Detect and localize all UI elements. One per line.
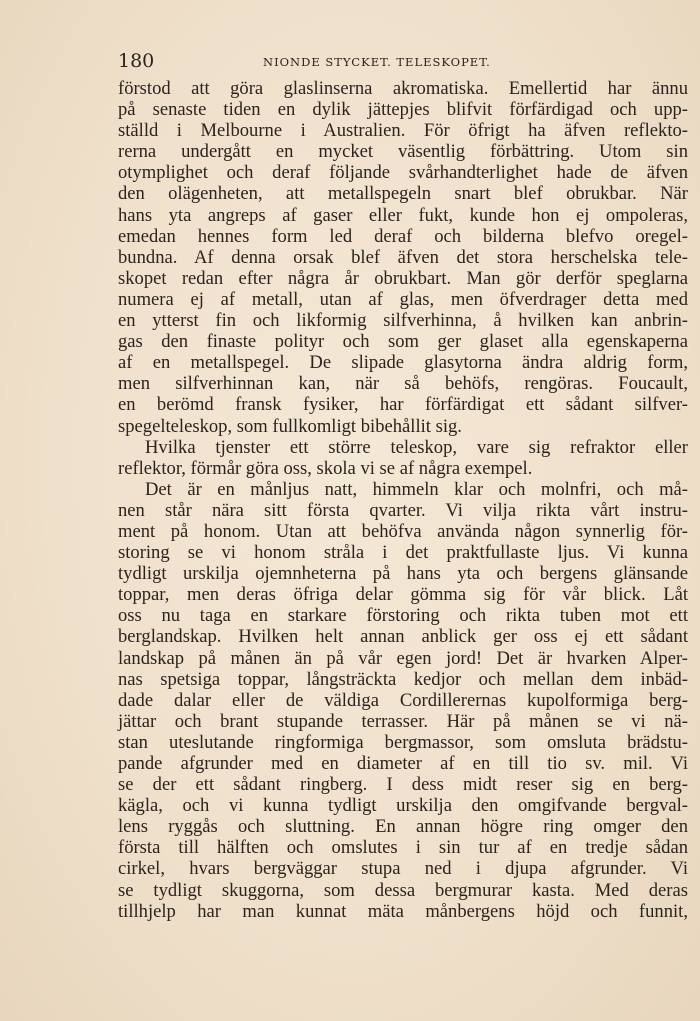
text-line: men silfverhinnan kan, när så behöfs, rengöras. Foucault, [118, 373, 688, 395]
text-line: Det är en månljus natt, himmeln klar och molnfri, och må- [145, 478, 688, 500]
text-line: nas spetsiga toppar, långsträckta kedjor och mellan dem inbäd- [118, 668, 688, 690]
text-line: gas den finaste polityr och som ger glaset alla egenskaperna [118, 331, 688, 353]
text-line: nen står nära sitt första qvarter. Vi vilja rikta vårt instru- [118, 499, 688, 521]
text-line: den olägenheten, att metallspegeln snart blef obrukbar. När [118, 183, 688, 205]
running-head: NIONDE STYCKET. TELESKOPET. [263, 55, 491, 69]
text-line: toppar, men deras öfriga delar gömma sig för vår blick. Låt [118, 584, 688, 606]
text-line: på senaste tiden en dylik jättepjes blifvit förfärdigad och upp- [118, 99, 688, 121]
body-text [118, 78, 688, 922]
text-line: hans yta angreps af gaser eller fukt, kunde hon ej ompoleras, [118, 204, 688, 226]
text-line: oss nu taga en starkare förstoring och rikta tuben mot ett [118, 605, 688, 627]
text-line: reflektor, förmår göra oss, skola vi se af några exempel. [118, 457, 533, 479]
text-line: ment på honom. Utan att behöfva använda någon synnerlig för- [118, 520, 688, 542]
text-line: otymplighet och deraf följande svårhandterlighet hade de äfven [118, 162, 688, 184]
text-line: af en metallspegel. De slipade glasytorna ändra aldrig form, [118, 352, 688, 374]
text-line: storing se vi honom stråla i det praktfullaste ljus. Vi kunna [118, 542, 688, 564]
text-line: se der ett sådant ringberg. I dess midt reser sig en berg- [118, 774, 688, 796]
text-line: lens ryggås och sluttning. En annan högre ring omger den [118, 816, 688, 838]
text-line: pande afgrunder med en diameter af en till tio sv. mil. Vi [118, 753, 688, 774]
text-line: ställd i Melbourne i Australien. För öfrigt ha äfven reflekto- [118, 120, 688, 142]
text-line: skopet redan efter några år obrukbart. Man gör derför speglarna [118, 267, 688, 289]
text-line: förstod att göra glaslinserna akromatiska. Emellertid har ännu [118, 78, 688, 99]
text-line: Hvilka tjenster ett större teleskop, vare sig refraktor eller [145, 436, 688, 458]
text-line: dade dalar eller de väldiga Cordillerernas kupolformiga berg- [118, 689, 688, 711]
text-line: tillhjelp har man kunnat mäta månbergens höjd och funnit, [118, 900, 688, 922]
text-line: se tydligt skuggorna, som dessa bergmurar kasta. Med deras [118, 879, 688, 901]
text-line: numera ej af metall, utan af glas, men öfverdrager detta med [118, 288, 688, 310]
text-line: cirkel, hvars bergväggar stupa ned i djupa afgrunder. Vi [118, 858, 688, 880]
text-line: stan uteslutande ringformiga bergmassor, som omsluta brädstu- [118, 731, 688, 753]
text-line: en ytterst fin och likformig silfverhinna, å hvilken kan anbrin- [118, 310, 688, 332]
text-line: jättar och brant stupande terrasser. Här på månen se vi nä- [118, 710, 688, 732]
text-line: berglandskap. Hvilken helt annan anblick ger oss ej ett sådant [118, 626, 688, 648]
text-line: spegelteleskop, som fullkomligt bibehållit sig. [118, 415, 462, 437]
text-line: landskap på månen än på vår egen jord! Det är hvarken Alper- [118, 647, 688, 669]
page-number: 180 [118, 50, 155, 72]
text-line: första till hälften och omslutes i sin tur af en tredje sådan [118, 837, 688, 859]
text-line: emedan hennes form led deraf och bilderna blefvo oregel- [118, 225, 688, 247]
text-line: kägla, och vi kunna tydligt urskilja den omgifvande bergval- [118, 795, 688, 817]
text-line: tydligt urskilja ojemnheterna på hans yta och bergens glänsande [118, 563, 688, 585]
text-line: en berömd fransk fysiker, har förfärdigat ett sådant silfver- [118, 394, 688, 416]
text-line: bundna. Af denna orsak blef äfven det stora herschelska tele- [118, 246, 688, 268]
text-line: rerna undergått en mycket väsentlig förbättring. Utom sin [118, 141, 688, 163]
page-header [118, 50, 688, 74]
